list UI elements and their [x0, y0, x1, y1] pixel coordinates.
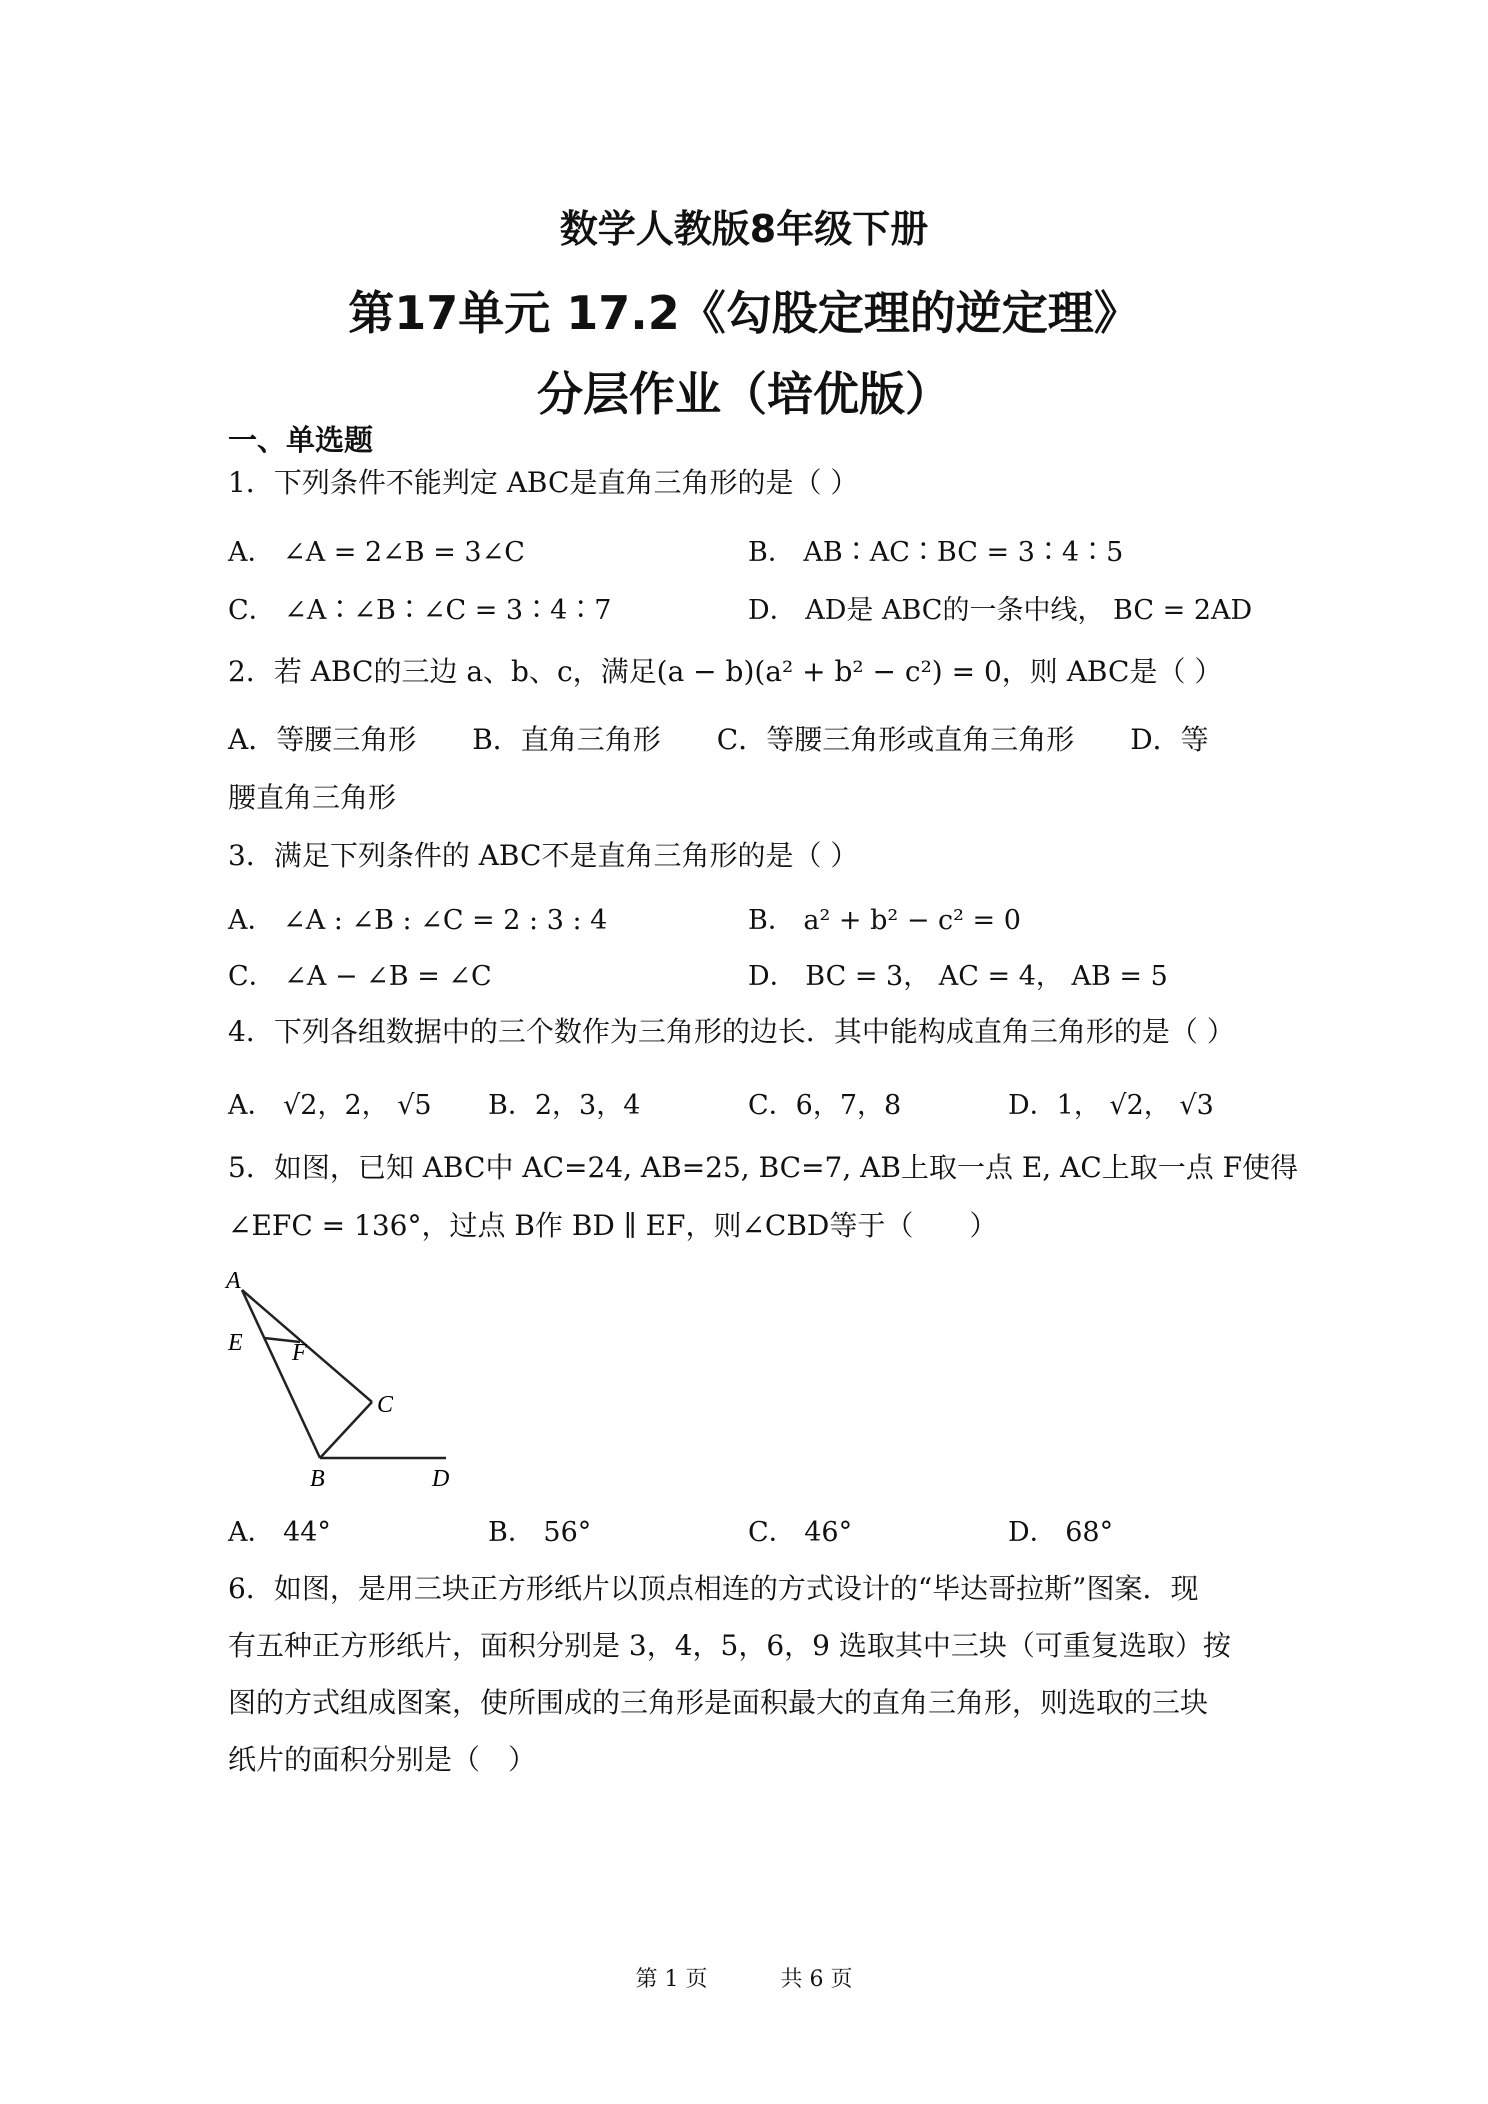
section-heading: 一、单选题: [228, 423, 374, 457]
q5-option-c: C． 46°: [748, 1517, 853, 1548]
label-d: D: [432, 1466, 450, 1492]
q6-line-1: 6．如图，是用三块正方形纸片以顶点相连的方式设计的“毕达哥拉斯”图案．现: [228, 1572, 1199, 1605]
q5-stem-line2: ∠EFC = 136°，过点 B作 BD ∥ EF，则∠CBD等于（ ）: [228, 1209, 998, 1242]
q6-line-4: 纸片的面积分别是（ ）: [228, 1743, 537, 1776]
q1-option-b: B． AB∶AC∶BC = 3∶4∶5: [748, 537, 1124, 568]
q5-option-b: B． 56°: [488, 1517, 592, 1548]
q1-option-d: D． AD是 ABC的一条中线， BC = 2AD: [748, 595, 1253, 626]
q1-stem: 1．下列条件不能判定 ABC是直角三角形的是（ ）: [228, 466, 859, 499]
label-e: E: [228, 1330, 243, 1356]
doc-header-assignment: 分层作业（培优版）: [537, 367, 951, 421]
q5-triangle-figure: [222, 1262, 462, 1492]
q2-options: A．等腰三角形 B．直角三角形 C．等腰三角形或直角三角形 D．等: [228, 723, 1209, 756]
q2-stem: 2．若 ABC的三边 a、b、c，满足(a − b)(a² + b² − c²) = 0，则 ABC是（ ）: [228, 655, 1223, 688]
label-c: C: [377, 1392, 394, 1418]
q4-option-c: C．6，7，8: [748, 1090, 902, 1121]
label-b: B: [310, 1466, 325, 1492]
q3-option-a: A． ∠A : ∠B : ∠C = 2 : 3 : 4: [228, 905, 608, 936]
q1-option-a: A． ∠A = 2∠B = 3∠C: [228, 537, 525, 568]
q3-stem: 3．满足下列条件的 ABC不是直角三角形的是（ ）: [228, 839, 859, 872]
q4-option-b: B．2，3，4: [488, 1090, 641, 1121]
q3-option-b: B． a² + b² − c² = 0: [748, 905, 1021, 936]
q5-option-a: A． 44°: [228, 1517, 331, 1548]
page-footer: 第 1 页 共 6 页: [635, 1967, 853, 1992]
q6-stem: [228, 1560, 1268, 1788]
q4-stem: 4．下列各组数据中的三个数作为三角形的边长．其中能构成直角三角形的是（ ）: [228, 1015, 1235, 1048]
label-a: A: [226, 1268, 241, 1294]
q3-option-c: C． ∠A − ∠B = ∠C: [228, 961, 492, 992]
q6-line-3: 图的方式组成图案，使所围成的三角形是面积最大的直角三角形，则选取的三块: [228, 1686, 1209, 1719]
q4-option-d: D．1， √2， √3: [1008, 1090, 1214, 1121]
q6-line-2: 有五种正方形纸片，面积分别是 3，4，5，6，9 选取其中三块（可重复选取）按: [228, 1629, 1231, 1662]
segment-ac: [242, 1290, 372, 1402]
q4-option-a: A． √2，2， √5: [228, 1090, 432, 1121]
q5-option-d: D． 68°: [1008, 1517, 1114, 1548]
q5-stem-line1: 5．如图，已知 ABC中 AC=24, AB=25, BC=7, AB上取一点 E, AC上取一点 F使得: [228, 1151, 1299, 1184]
doc-header-subject: 数学人教版8年级下册: [559, 207, 929, 251]
label-f: F: [292, 1340, 307, 1366]
q2-options-continued: 腰直角三角形: [228, 781, 397, 814]
doc-header-unit-title: 第17单元 17.2《勾股定理的逆定理》: [348, 286, 1140, 340]
segment-cb: [320, 1402, 372, 1458]
q3-option-d: D． BC = 3， AC = 4， AB = 5: [748, 961, 1168, 992]
segment-ab: [242, 1290, 320, 1458]
q1-option-c: C． ∠A∶∠B∶∠C = 3∶4∶7: [228, 595, 612, 626]
